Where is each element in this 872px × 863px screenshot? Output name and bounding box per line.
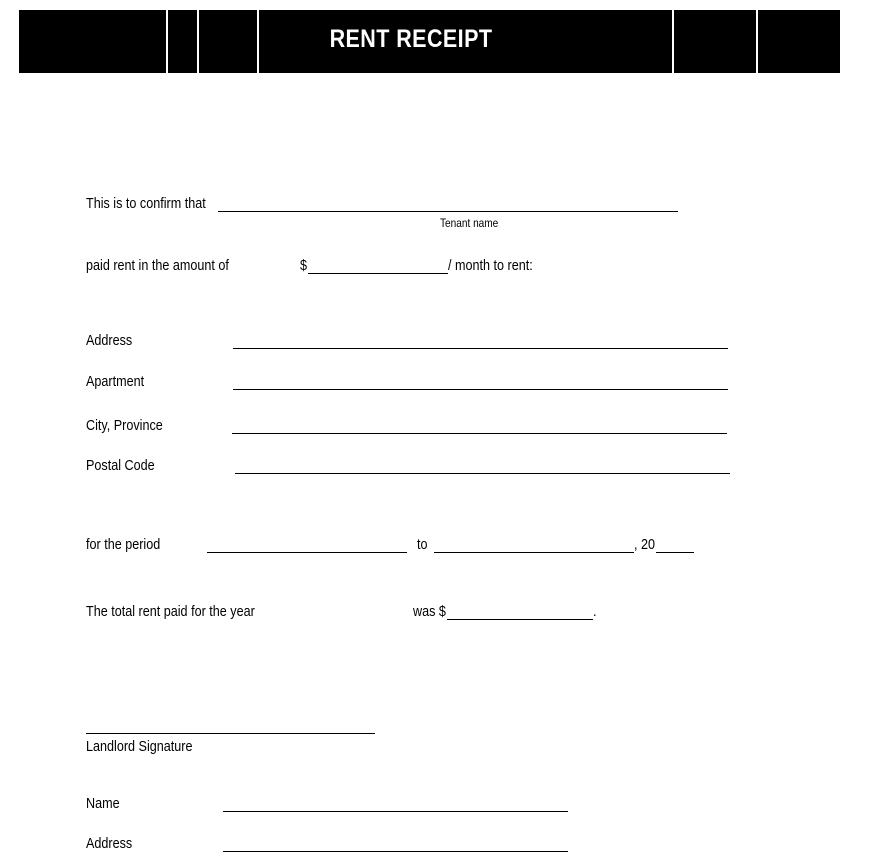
rent-amount-field[interactable] xyxy=(308,273,448,274)
apartment-label: Apartment xyxy=(86,373,145,390)
address-label: Address xyxy=(86,332,133,349)
header-divider xyxy=(672,10,674,73)
period-label: for the period xyxy=(86,536,161,553)
landlord-address-label: Address xyxy=(86,835,133,852)
header-divider xyxy=(197,10,199,73)
postal-code-field[interactable] xyxy=(235,473,730,474)
name-label: Name xyxy=(86,795,120,812)
paid-label: paid rent in the amount of xyxy=(86,257,229,274)
header-divider xyxy=(166,10,168,73)
confirm-label: This is to confirm that xyxy=(86,195,206,212)
page-title: RENT RECEIPT xyxy=(329,25,493,53)
total-period-mark: . xyxy=(593,603,597,620)
city-field[interactable] xyxy=(232,433,727,434)
tenant-name-field[interactable] xyxy=(218,211,678,212)
signature-label: Landlord Signature xyxy=(86,738,193,755)
apartment-field[interactable] xyxy=(233,389,728,390)
address-field[interactable] xyxy=(233,348,728,349)
postal-label: Postal Code xyxy=(86,457,155,474)
year-prefix: , 20 xyxy=(634,536,656,553)
tenant-name-caption: Tenant name xyxy=(440,216,499,230)
landlord-address-field[interactable] xyxy=(223,851,568,852)
was-label: was $ xyxy=(413,603,446,620)
signature-field[interactable] xyxy=(86,733,375,734)
landlord-name-field[interactable] xyxy=(223,811,568,812)
year-field[interactable] xyxy=(656,552,694,553)
currency-symbol: $ xyxy=(300,257,308,274)
total-label: The total rent paid for the year xyxy=(86,603,255,620)
header-divider xyxy=(257,10,259,73)
period-start-field[interactable] xyxy=(207,552,407,553)
total-amount-field[interactable] xyxy=(447,619,593,620)
header-divider xyxy=(756,10,758,73)
per-month-label: / month to rent: xyxy=(448,257,533,274)
to-label: to xyxy=(417,536,428,553)
period-end-field[interactable] xyxy=(434,552,634,553)
city-label: City, Province xyxy=(86,417,163,434)
